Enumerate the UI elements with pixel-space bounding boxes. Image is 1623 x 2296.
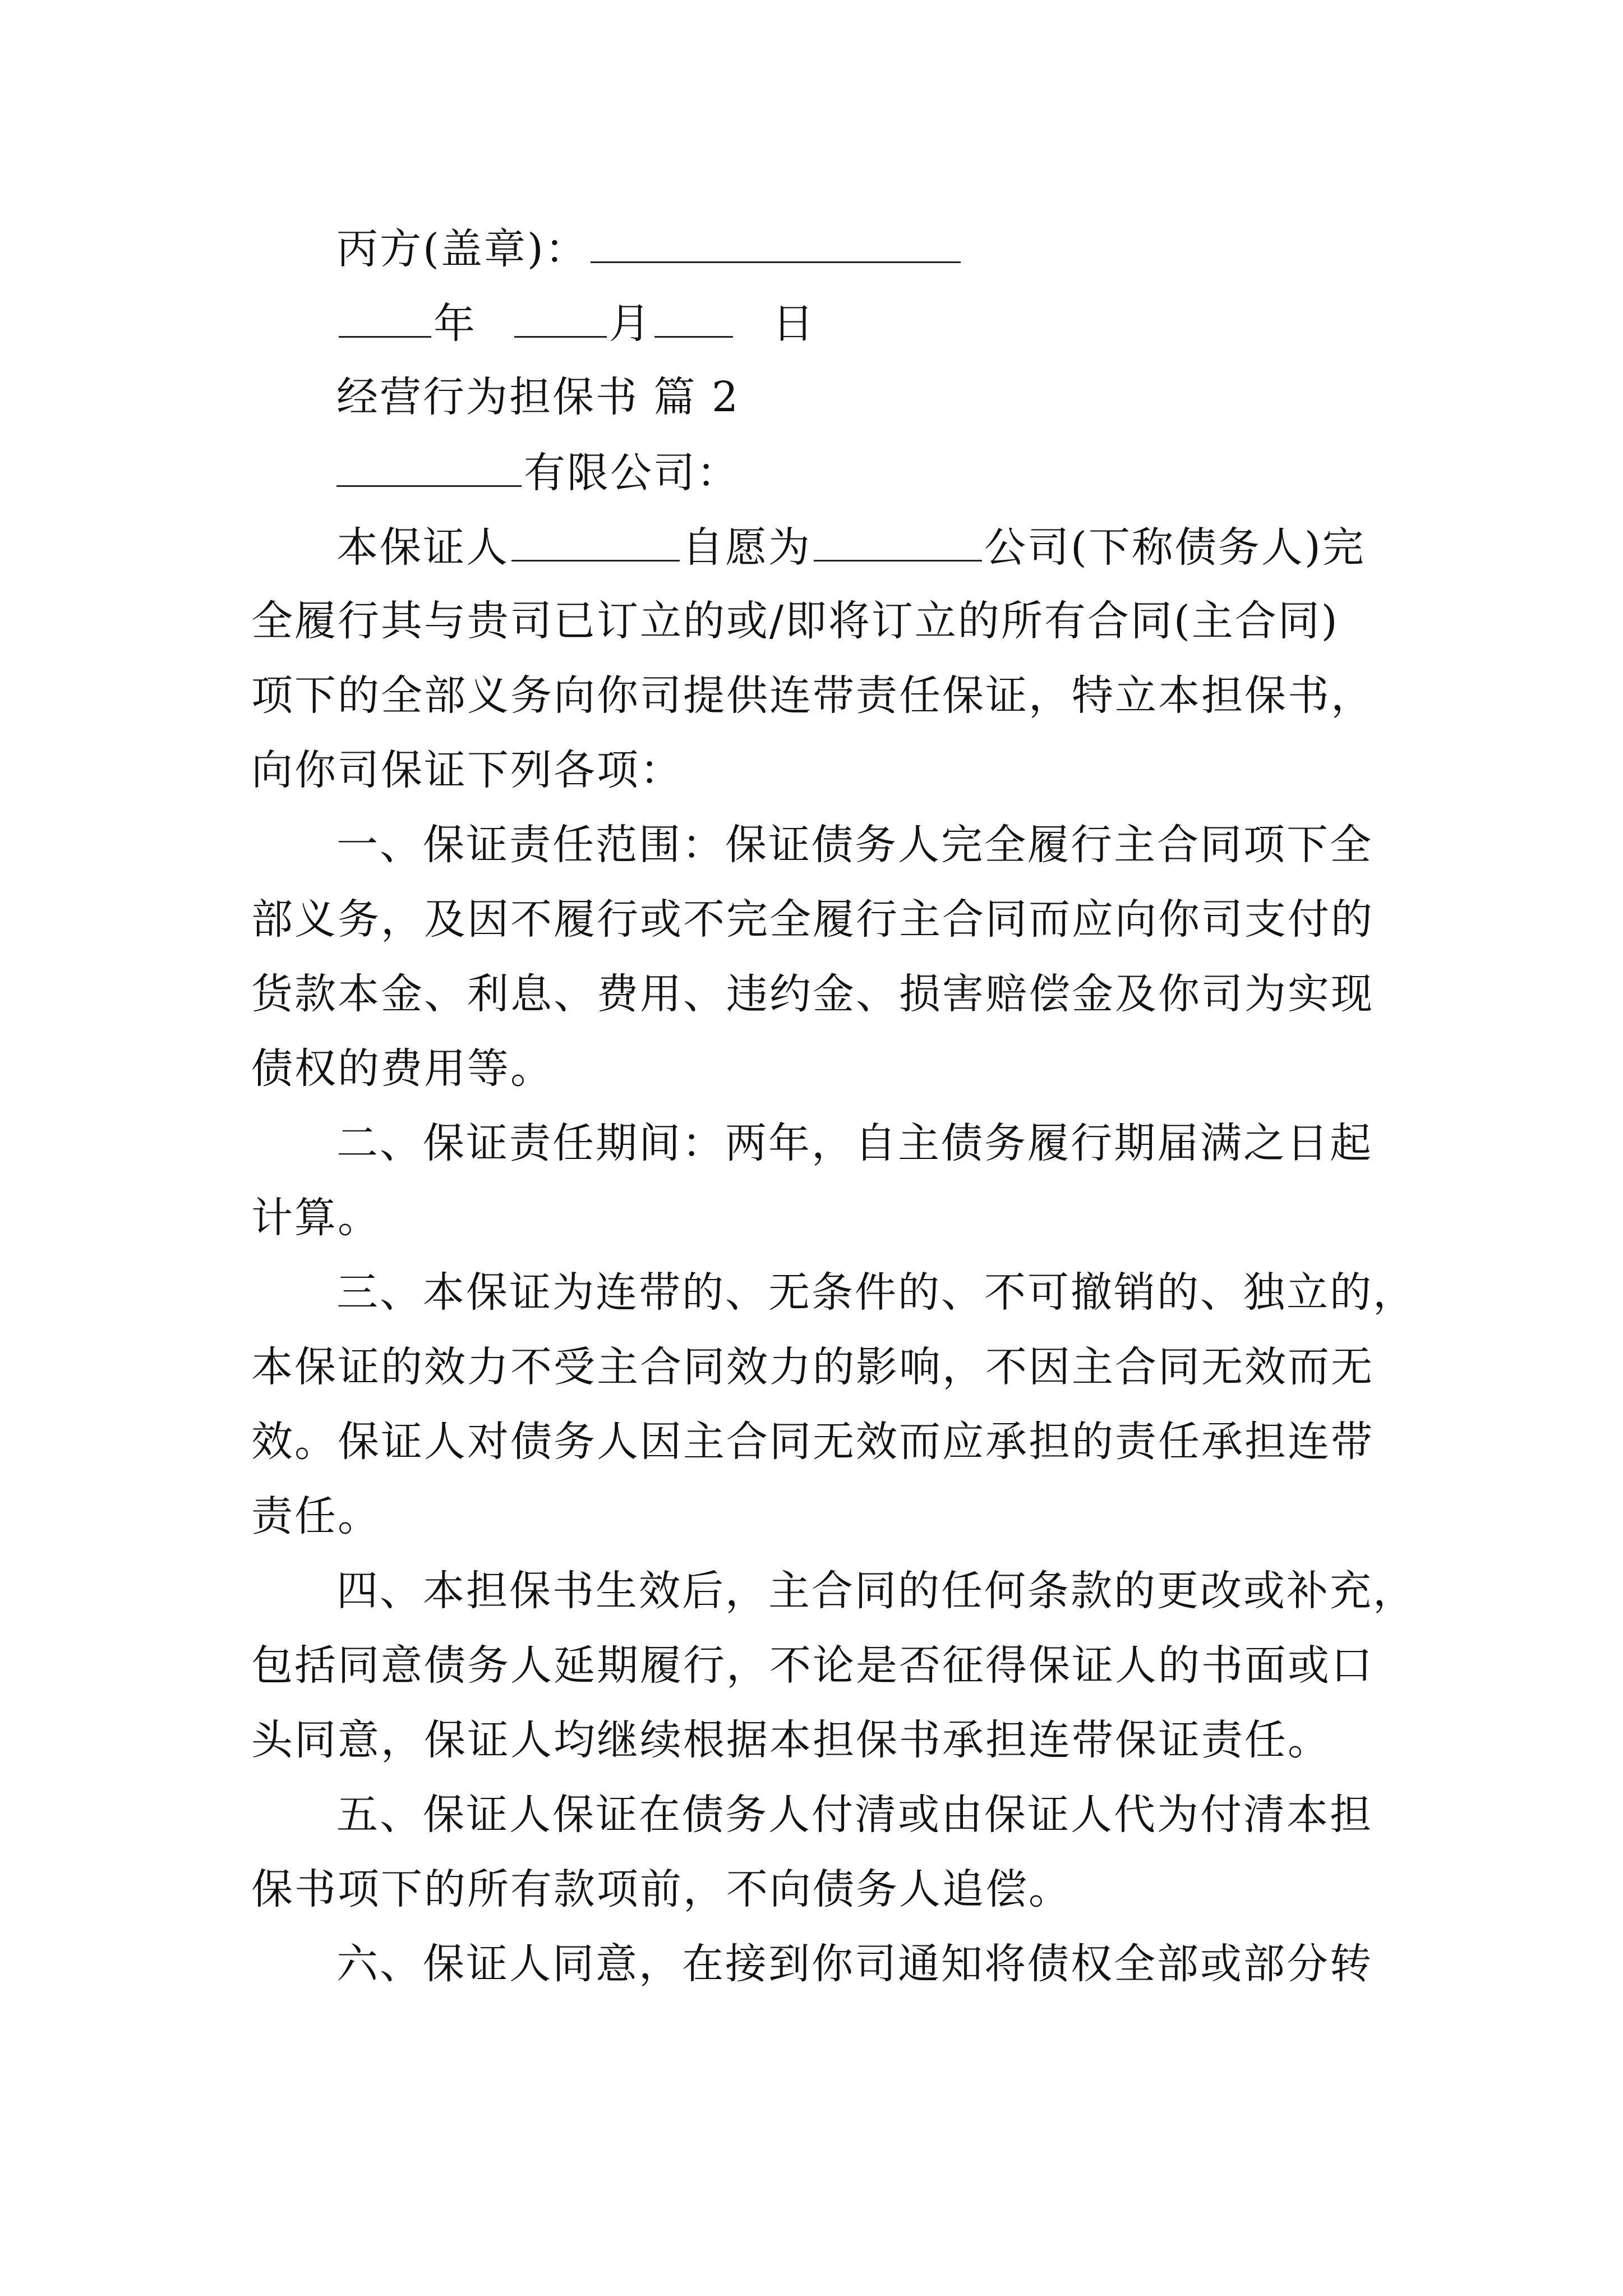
clause1-line-1: 一、保证责任范围：保证债务人完全履行主合同项下全: [336, 821, 1373, 869]
intro-line-3: 项下的全部义务向你司提供连带责任保证，特立本担保书，: [251, 671, 1374, 720]
clause2-line-2: 计算。: [251, 1194, 381, 1242]
clause2-line-1: 二、保证责任期间：两年，自主债务履行期届满之日起: [336, 1119, 1373, 1167]
date-year-label: 年: [434, 300, 477, 348]
clause3-line-4: 责任。: [251, 1492, 381, 1540]
addressee-suffix: 有限公司：: [524, 449, 740, 497]
intro-line-2: 全履行其与贵司已订立的或/即将订立的所有合同(主合同): [251, 597, 1339, 645]
date-month-label: 月: [608, 300, 652, 348]
date-year-blank: [339, 295, 431, 338]
clause4-line-1: 四、本担保书生效后，主合同的任何条款的更改或补充，: [336, 1567, 1416, 1615]
clause3-line-3: 效。保证人对债务人因主合同无效而应承担的责任承担连带: [251, 1418, 1374, 1466]
intro-part3: 公司(下称债务人)完: [984, 523, 1366, 572]
clause3-line-2: 本保证的效力不受主合同效力的影响，不因主合同无效而无: [251, 1343, 1374, 1391]
intro-line-4: 向你司保证下列各项：: [251, 746, 683, 794]
intro-part2: 自愿为: [682, 523, 811, 572]
clause3-line-1: 三、本保证为连带的、无条件的、不可撤销的、独立的，: [336, 1268, 1416, 1317]
date-day-label: 日: [772, 300, 816, 348]
clause4-line-2: 包括同意债务人延期履行，不论是否征得保证人的书面或口: [251, 1641, 1374, 1690]
clause5-line-2: 保书项下的所有款项前，不向债务人追偿。: [251, 1865, 1072, 1913]
clause1-line-4: 债权的费用等。: [251, 1045, 554, 1093]
clause1-line-3: 货款本金、利息、费用、违约金、损害赔偿金及你司为实现: [251, 970, 1374, 1018]
party-c-label: 丙方(盖章)：: [336, 225, 588, 273]
clause4-line-3: 头同意，保证人均继续根据本担保书承担连带保证责任。: [251, 1716, 1331, 1764]
intro-line-1: [336, 518, 1366, 576]
clause6-line-1: 六、保证人同意，在接到你司通知将债权全部或部分转: [336, 1940, 1373, 1988]
addressee-line: [336, 444, 740, 501]
debtor-company-blank: [814, 518, 982, 562]
party-c-seal-blank: [591, 220, 961, 263]
date-month-blank: [514, 295, 607, 338]
section-heading: 经营行为担保书 篇 2: [336, 373, 740, 421]
addressee-company-blank: [336, 444, 522, 487]
date-day-blank: [654, 295, 733, 338]
clause5-line-1: 五、保证人保证在债务人付清或由保证人代为付清本担: [336, 1791, 1373, 1839]
intro-part1: 本保证人: [336, 523, 509, 572]
guarantor-name-blank: [511, 518, 680, 562]
date-line: [336, 295, 815, 352]
clause1-line-2: 部义务，及因不履行或不完全履行主合同而应向你司支付的: [251, 895, 1374, 944]
party-c-seal-line: [336, 220, 963, 277]
